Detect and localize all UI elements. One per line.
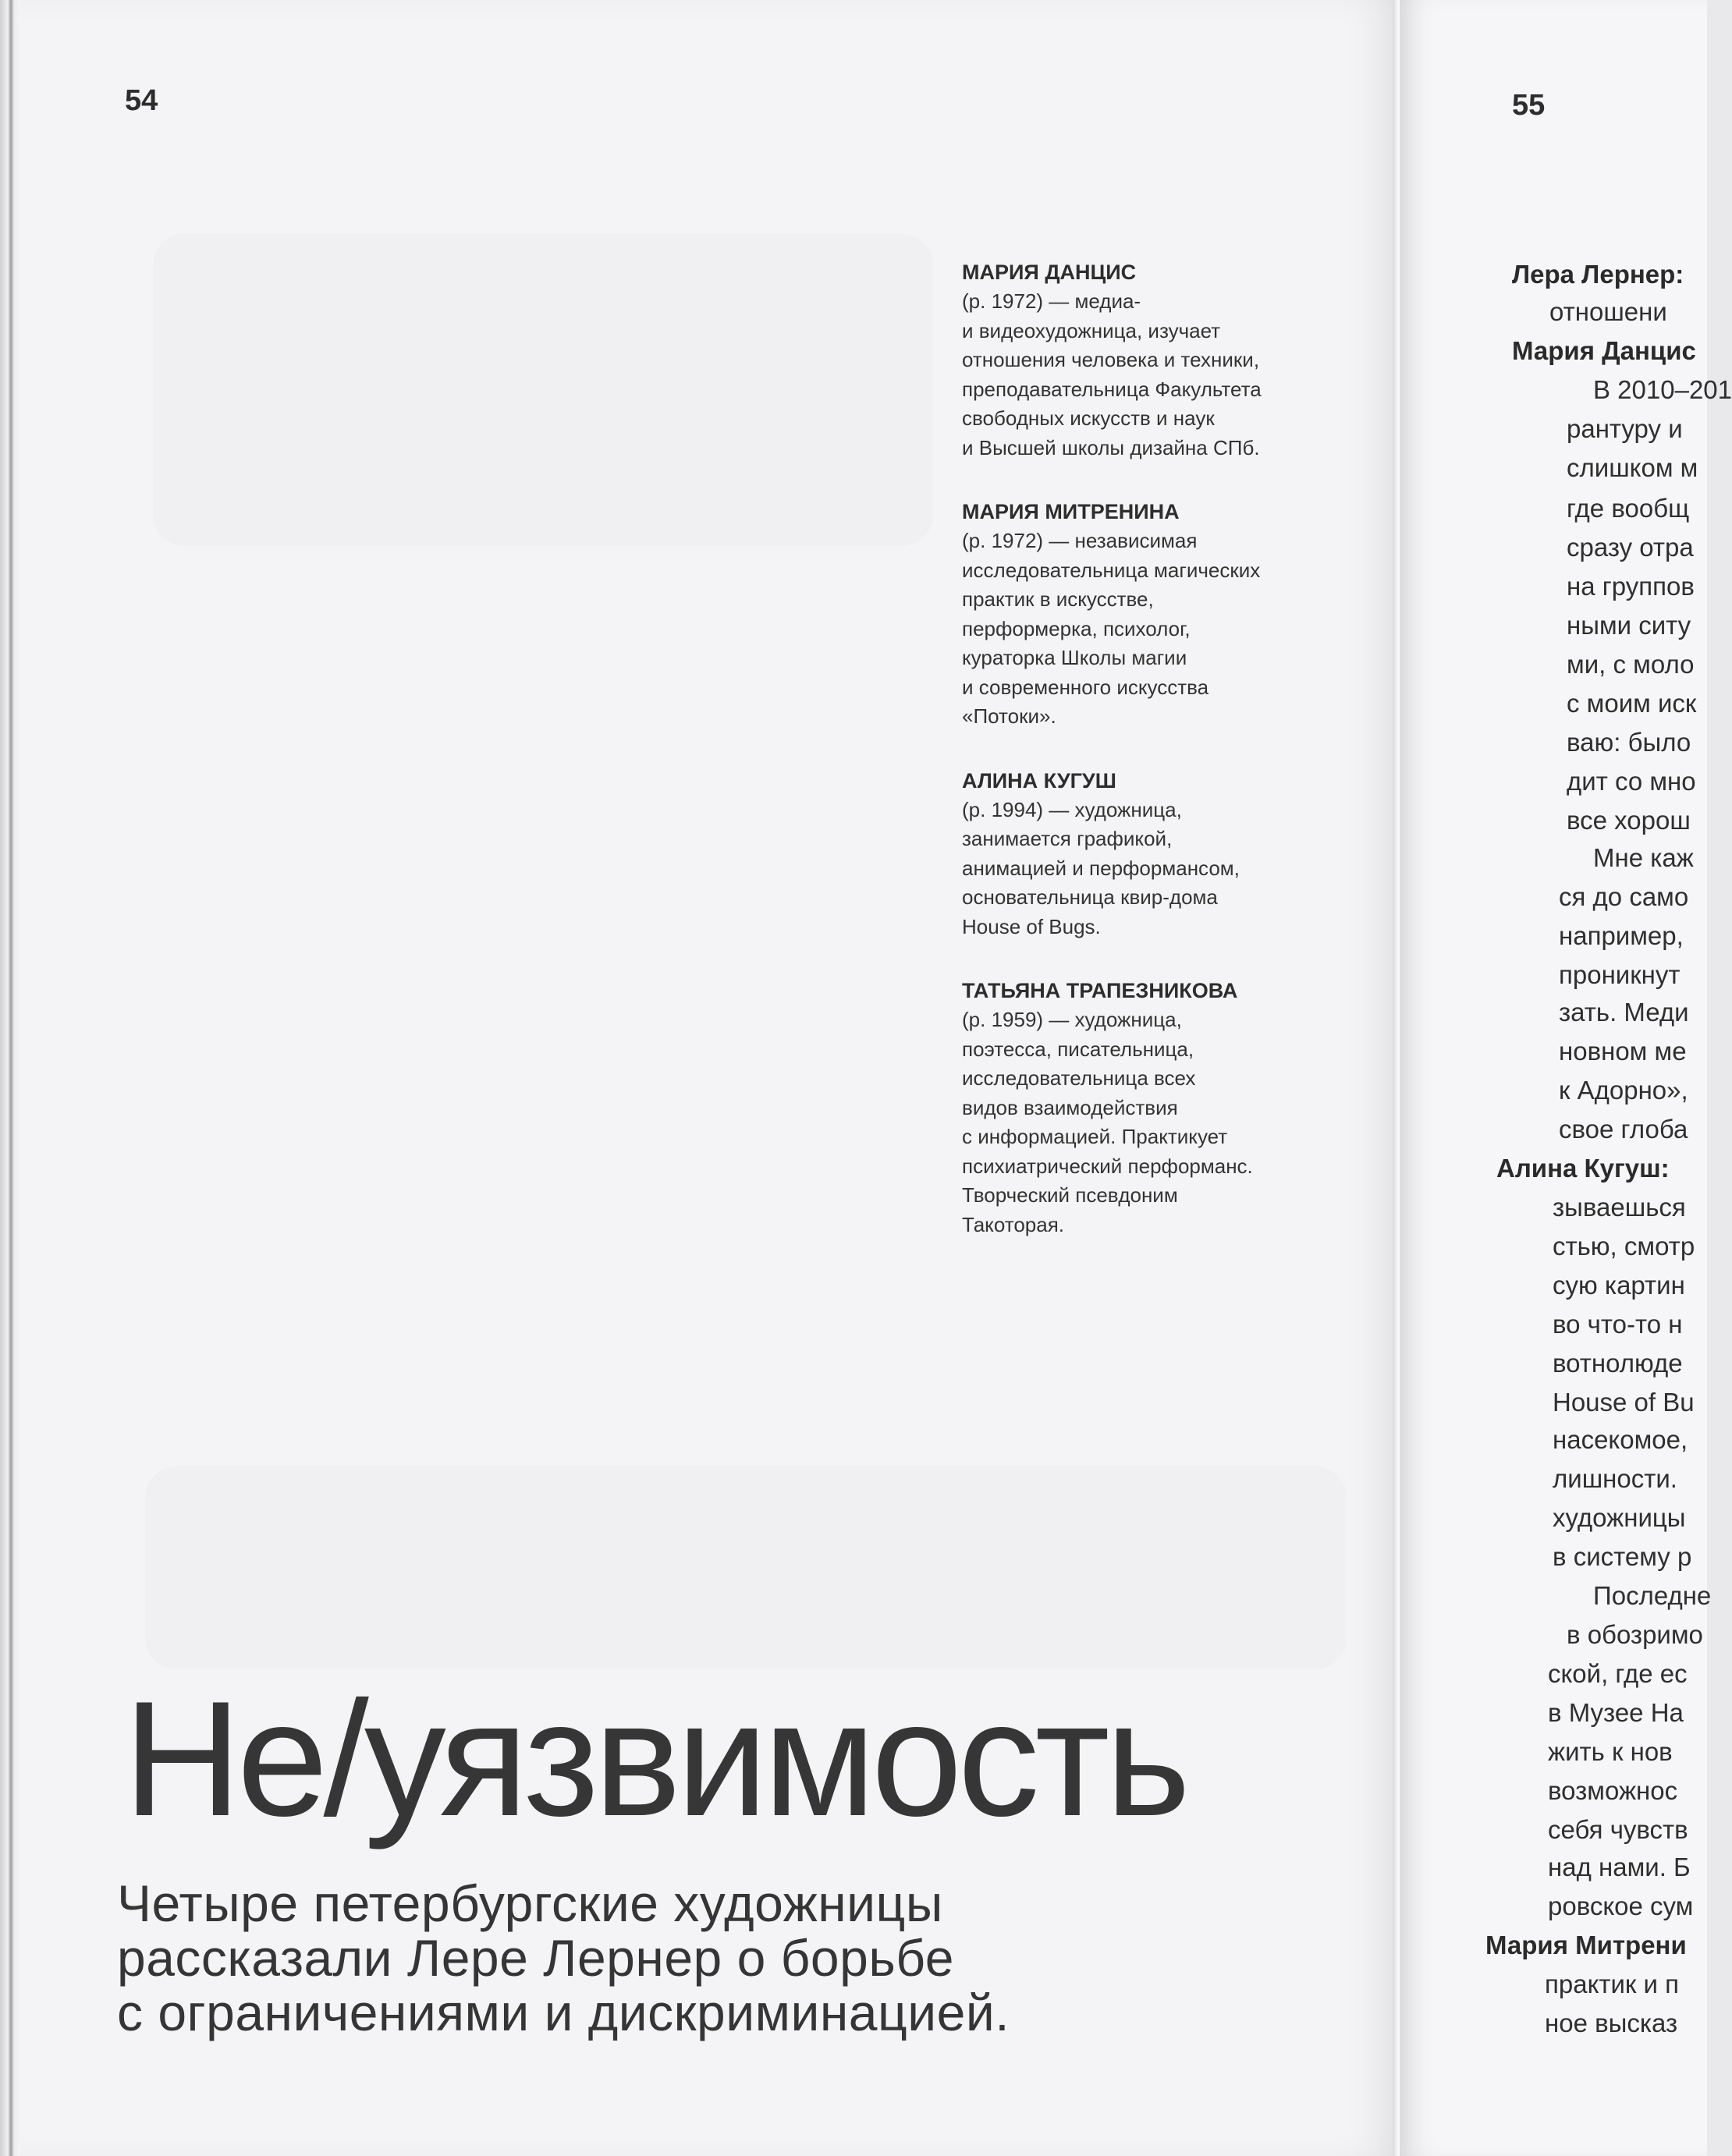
article-subheadline (117, 1876, 1010, 2040)
bio-line: основательница квир-дома (962, 885, 1218, 909)
interview-line: с моим иск (1567, 689, 1697, 718)
subheadline-line: Четыре петербургские художницы (117, 1874, 943, 1932)
interview-speaker-line (1512, 259, 1684, 290)
interview-line: ровское сум (1548, 1892, 1694, 1920)
interview-line: Последне (1593, 1581, 1712, 1610)
show-through-smudge (145, 1466, 1347, 1669)
interview-line: в обозримо (1567, 1620, 1703, 1649)
interview-line: лишности. (1553, 1464, 1677, 1493)
bio-name: АЛИНА КУГУШ (962, 768, 1116, 793)
interview-line: в систему р (1553, 1542, 1692, 1571)
bio-line: (р. 1972) — медиа- (962, 289, 1141, 313)
bio-line: преподавательница Факультета (962, 377, 1262, 401)
bio-line: House of Bugs. (962, 914, 1101, 938)
bio-line: кураторка Школы магии (962, 646, 1187, 669)
bio-line: отношения человека и техники, (962, 348, 1260, 371)
interview-line: жить к нов (1548, 1737, 1673, 1766)
interview-line: стью, смотр (1553, 1232, 1695, 1261)
bio-text (962, 527, 1336, 732)
bio-line: исследовательница магических (962, 558, 1261, 582)
bio-name: МАРИЯ ДАНЦИС (962, 261, 1137, 284)
interview-line: себя чувств (1548, 1815, 1688, 1844)
bio-line: поэтесса, писательница, (962, 1037, 1194, 1061)
interview-line: насекомое, (1553, 1425, 1688, 1454)
subheadline-line: рассказали Лере Лернер о борьбе (117, 1929, 954, 1987)
page-number-right: 55 (1512, 89, 1546, 122)
bio-line: с информацией. Практикует (962, 1125, 1228, 1148)
interview-line: проникнут (1559, 960, 1681, 989)
interview-line: ми, с моло (1567, 650, 1695, 679)
bio-line: практик в искусстве, (962, 587, 1154, 611)
speaker-name: Лера Лернер: (1512, 260, 1684, 289)
interview-line: свое глоба (1559, 1115, 1688, 1144)
bio-name: МАРИЯ МИТРЕНИНА (962, 500, 1180, 523)
bio-maria-mitrenina (962, 497, 1336, 732)
bio-line: и видеохудожница, изучает (962, 318, 1221, 342)
bio-line: и Высшей школы дизайна СПб. (962, 435, 1260, 459)
interview-line: сразу отра (1567, 533, 1694, 562)
interview-line: отношени (1549, 297, 1667, 326)
interview-line: зываешься (1553, 1193, 1686, 1222)
bio-maria-dantsis (962, 257, 1336, 463)
interview-line: рантуру и (1567, 414, 1683, 443)
interview-line: ное высказ (1545, 2009, 1678, 2037)
bio-alina-kugush (962, 766, 1336, 942)
interview-line: В 2010–201 (1593, 375, 1732, 404)
bio-line: видов взаимодействия (962, 1095, 1178, 1119)
bio-line: занимается графикой, (962, 827, 1173, 850)
interview-line: ся до само (1559, 882, 1689, 911)
interview-line: ваю: было (1567, 728, 1691, 757)
speaker-name: Мария Данцис (1512, 336, 1696, 365)
interview-line: где вообщ (1567, 494, 1690, 523)
bios-column (962, 257, 1336, 1274)
interview-line: художницы (1553, 1503, 1686, 1532)
bio-line: «Потоки». (962, 704, 1056, 728)
bio-name: ТАТЬЯНА ТРАПЕЗНИКОВА (962, 979, 1238, 1002)
interview-line: дит со мно (1567, 767, 1696, 796)
interview-line: ными ситу (1567, 611, 1691, 640)
interview-line: в Музее На (1548, 1698, 1684, 1727)
speaker-name: Алина Кугуш: (1496, 1154, 1670, 1183)
bio-tatiana-trapeznikova (962, 976, 1336, 1239)
show-through-smudge (153, 234, 933, 546)
page-edge (0, 0, 20, 2156)
subheadline-line: с ограничениями и дискриминацией. (117, 1984, 1010, 2041)
interview-line: все хорош (1567, 806, 1691, 835)
bio-text (962, 287, 1336, 463)
bio-line: перформерка, психолог, (962, 616, 1191, 640)
bio-line: Такоторая. (962, 1212, 1065, 1236)
interview-line: House of Bu (1553, 1388, 1695, 1417)
interview-line: вотнолюде (1553, 1349, 1683, 1378)
bio-line: свободных искусств и наук (962, 406, 1215, 430)
interview-line: зать. Меди (1559, 998, 1689, 1027)
interview-line: во что-то н (1553, 1310, 1683, 1339)
interview-line: Мне каж (1593, 843, 1694, 872)
bio-line: (р. 1972) — независимая (962, 529, 1198, 552)
article-headline: Не/уязвимость (123, 1667, 1187, 1850)
interview-line: например, (1559, 921, 1684, 950)
bio-line: Творческий псевдоним (962, 1183, 1178, 1207)
bio-line: психиатрический перформанс. (962, 1154, 1253, 1178)
interview-line: сую картин (1553, 1271, 1685, 1300)
interview-line: к Адорно», (1559, 1076, 1688, 1105)
interview-line: над нами. Б (1548, 1853, 1691, 1881)
interview-line: возможнос (1548, 1776, 1678, 1805)
bio-line: (р. 1994) — художница, (962, 797, 1182, 821)
bio-text (962, 796, 1336, 942)
interview-line: новном ме (1559, 1037, 1687, 1066)
bio-line: исследовательница всех (962, 1066, 1196, 1090)
interview-line: ской, где ес (1548, 1659, 1688, 1688)
interview-line: практик и п (1545, 1970, 1680, 1998)
speaker-name: Мария Митрени (1485, 1931, 1687, 1959)
bio-text (962, 1005, 1336, 1239)
bio-line: анимацией и перформансом, (962, 856, 1240, 880)
page-number-left: 54 (125, 84, 158, 117)
interview-speaker-line (1512, 335, 1696, 367)
bio-line: и современного искусства (962, 675, 1209, 699)
bio-line: (р. 1959) — художница, (962, 1008, 1182, 1031)
interview-line: на группов (1567, 572, 1695, 601)
interview-speaker-line (1485, 1930, 1687, 1961)
interview-speaker-line (1496, 1153, 1670, 1184)
interview-line: слишком м (1567, 453, 1698, 482)
